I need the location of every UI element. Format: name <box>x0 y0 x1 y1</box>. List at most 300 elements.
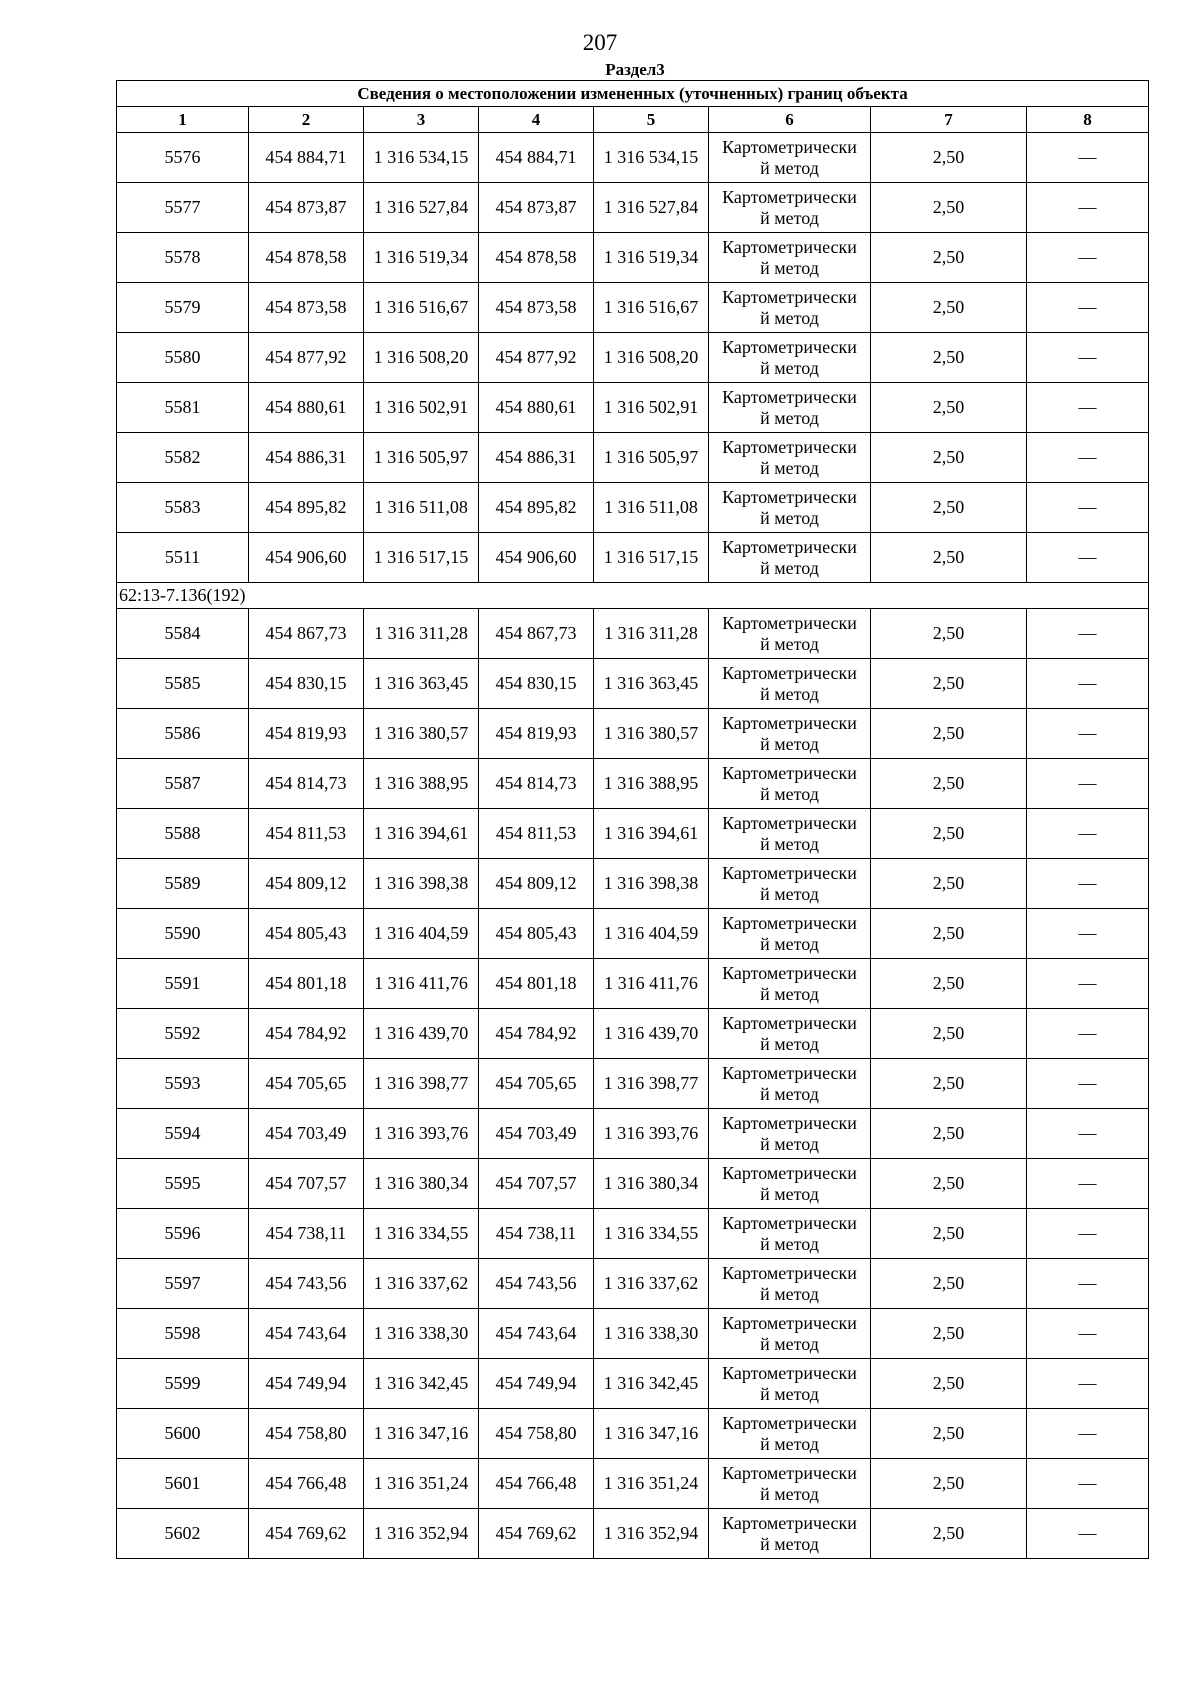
method-cell <box>709 909 871 959</box>
existing-x: 454 705,65 <box>249 1059 364 1109</box>
table-row <box>117 1509 1149 1559</box>
new-x: 454 784,92 <box>479 1009 594 1059</box>
point-number: 5588 <box>117 809 249 859</box>
method-text-line1: Картометрически <box>722 1112 857 1133</box>
precision-value: 2,50 <box>871 659 1027 709</box>
existing-x: 454 784,92 <box>249 1009 364 1059</box>
method-text-line2: й метод <box>760 833 819 854</box>
existing-x: 454 884,71 <box>249 133 364 183</box>
table-row <box>117 709 1149 759</box>
table-row <box>117 483 1149 533</box>
existing-y: 1 316 351,24 <box>364 1459 479 1509</box>
point-number: 5578 <box>117 233 249 283</box>
method-cell <box>709 1209 871 1259</box>
point-number: 5593 <box>117 1059 249 1109</box>
existing-y: 1 316 342,45 <box>364 1359 479 1409</box>
method-cell <box>709 283 871 333</box>
new-x: 454 805,43 <box>479 909 594 959</box>
existing-y: 1 316 502,91 <box>364 383 479 433</box>
existing-y: 1 316 352,94 <box>364 1509 479 1559</box>
method-cell <box>709 133 871 183</box>
existing-x: 454 811,53 <box>249 809 364 859</box>
method-text-line1: Картометрически <box>722 862 857 883</box>
new-y: 1 316 534,15 <box>594 133 709 183</box>
new-y: 1 316 388,95 <box>594 759 709 809</box>
existing-y: 1 316 334,55 <box>364 1209 479 1259</box>
method-cell <box>709 859 871 909</box>
method-text-line1: Картометрически <box>722 486 857 507</box>
method-text-line2: й метод <box>760 1333 819 1354</box>
new-x: 454 880,61 <box>479 383 594 433</box>
new-x: 454 906,60 <box>479 533 594 583</box>
column-header: 4 <box>479 107 594 133</box>
method-cell <box>709 1009 871 1059</box>
column-header: 1 <box>117 107 249 133</box>
method-cell <box>709 709 871 759</box>
table-row <box>117 859 1149 909</box>
description-value: — <box>1027 483 1149 533</box>
description-value: — <box>1027 809 1149 859</box>
existing-x: 454 873,87 <box>249 183 364 233</box>
description-value: — <box>1027 609 1149 659</box>
method-text-line1: Картометрически <box>722 1262 857 1283</box>
table-row <box>117 1259 1149 1309</box>
method-text-line2: й метод <box>760 1433 819 1454</box>
new-x: 454 743,64 <box>479 1309 594 1359</box>
table-title-row <box>117 81 1149 107</box>
new-x: 454 743,56 <box>479 1259 594 1309</box>
new-y: 1 316 398,38 <box>594 859 709 909</box>
new-y: 1 316 439,70 <box>594 1009 709 1059</box>
new-x: 454 873,87 <box>479 183 594 233</box>
existing-y: 1 316 380,57 <box>364 709 479 759</box>
column-header: 3 <box>364 107 479 133</box>
method-cell <box>709 759 871 809</box>
new-x: 454 769,62 <box>479 1509 594 1559</box>
point-number: 5600 <box>117 1409 249 1459</box>
new-y: 1 316 394,61 <box>594 809 709 859</box>
precision-value: 2,50 <box>871 1209 1027 1259</box>
method-text-line1: Картометрически <box>722 336 857 357</box>
method-text-line1: Картометрически <box>722 186 857 207</box>
existing-x: 454 769,62 <box>249 1509 364 1559</box>
new-y: 1 316 527,84 <box>594 183 709 233</box>
method-text-line1: Картометрически <box>722 912 857 933</box>
existing-x: 454 758,80 <box>249 1409 364 1459</box>
method-text-line1: Картометрически <box>722 1312 857 1333</box>
column-header: 5 <box>594 107 709 133</box>
table-body <box>117 133 1149 1559</box>
table-row <box>117 383 1149 433</box>
existing-y: 1 316 534,15 <box>364 133 479 183</box>
new-y: 1 316 347,16 <box>594 1409 709 1459</box>
table-row <box>117 333 1149 383</box>
method-text-line2: й метод <box>760 1233 819 1254</box>
table-row <box>117 1309 1149 1359</box>
column-number-row <box>117 107 1149 133</box>
precision-value: 2,50 <box>871 1359 1027 1409</box>
existing-y: 1 316 516,67 <box>364 283 479 333</box>
description-value: — <box>1027 1059 1149 1109</box>
new-y: 1 316 351,24 <box>594 1459 709 1509</box>
method-text-line2: й метод <box>760 1083 819 1104</box>
existing-y: 1 316 411,76 <box>364 959 479 1009</box>
existing-y: 1 316 517,15 <box>364 533 479 583</box>
precision-value: 2,50 <box>871 533 1027 583</box>
column-header: 8 <box>1027 107 1149 133</box>
existing-x: 454 830,15 <box>249 659 364 709</box>
new-x: 454 766,48 <box>479 1459 594 1509</box>
new-y: 1 316 311,28 <box>594 609 709 659</box>
table-row <box>117 1359 1149 1409</box>
point-number: 5590 <box>117 909 249 959</box>
precision-value: 2,50 <box>871 1259 1027 1309</box>
new-x: 454 738,11 <box>479 1209 594 1259</box>
table-row <box>117 659 1149 709</box>
method-text-line1: Картометрически <box>722 962 857 983</box>
method-cell <box>709 609 871 659</box>
description-value: — <box>1027 1159 1149 1209</box>
precision-value: 2,50 <box>871 1509 1027 1559</box>
method-text-line2: й метод <box>760 783 819 804</box>
method-cell <box>709 433 871 483</box>
table-row <box>117 1009 1149 1059</box>
description-value: — <box>1027 183 1149 233</box>
description-value: — <box>1027 909 1149 959</box>
existing-y: 1 316 388,95 <box>364 759 479 809</box>
description-value: — <box>1027 1409 1149 1459</box>
existing-y: 1 316 393,76 <box>364 1109 479 1159</box>
existing-y: 1 316 505,97 <box>364 433 479 483</box>
new-x: 454 886,31 <box>479 433 594 483</box>
existing-y: 1 316 511,08 <box>364 483 479 533</box>
new-y: 1 316 517,15 <box>594 533 709 583</box>
table-row <box>117 1059 1149 1109</box>
method-text-line2: й метод <box>760 357 819 378</box>
precision-value: 2,50 <box>871 1459 1027 1509</box>
precision-value: 2,50 <box>871 1159 1027 1209</box>
precision-value: 2,50 <box>871 1309 1027 1359</box>
existing-x: 454 814,73 <box>249 759 364 809</box>
new-y: 1 316 334,55 <box>594 1209 709 1259</box>
existing-y: 1 316 394,61 <box>364 809 479 859</box>
method-cell <box>709 959 871 1009</box>
existing-y: 1 316 338,30 <box>364 1309 479 1359</box>
new-y: 1 316 342,45 <box>594 1359 709 1409</box>
method-text-line1: Картометрически <box>722 662 857 683</box>
method-cell <box>709 659 871 709</box>
new-y: 1 316 411,76 <box>594 959 709 1009</box>
method-cell <box>709 1109 871 1159</box>
table-row <box>117 533 1149 583</box>
method-text-line1: Картометрически <box>722 1062 857 1083</box>
new-x: 454 703,49 <box>479 1109 594 1159</box>
method-cell <box>709 1359 871 1409</box>
method-text-line1: Картометрически <box>722 712 857 733</box>
method-text-line2: й метод <box>760 933 819 954</box>
method-cell <box>709 233 871 283</box>
table-row <box>117 1409 1149 1459</box>
description-value: — <box>1027 533 1149 583</box>
cadastral-number: 62:13-7.136(192) <box>117 583 1149 609</box>
method-text-line1: Картометрически <box>722 436 857 457</box>
new-y: 1 316 363,45 <box>594 659 709 709</box>
existing-x: 454 707,57 <box>249 1159 364 1209</box>
table-row <box>117 133 1149 183</box>
precision-value: 2,50 <box>871 859 1027 909</box>
column-header: 7 <box>871 107 1027 133</box>
precision-value: 2,50 <box>871 183 1027 233</box>
existing-y: 1 316 439,70 <box>364 1009 479 1059</box>
description-value: — <box>1027 709 1149 759</box>
method-cell <box>709 183 871 233</box>
existing-y: 1 316 398,77 <box>364 1059 479 1109</box>
method-text-line2: й метод <box>760 407 819 428</box>
point-number: 5585 <box>117 659 249 709</box>
existing-y: 1 316 311,28 <box>364 609 479 659</box>
point-number: 5586 <box>117 709 249 759</box>
method-text-line1: Картометрически <box>722 1412 857 1433</box>
description-value: — <box>1027 659 1149 709</box>
group-header-row <box>117 583 1149 609</box>
point-number: 5589 <box>117 859 249 909</box>
new-x: 454 830,15 <box>479 659 594 709</box>
table-row <box>117 809 1149 859</box>
existing-y: 1 316 363,45 <box>364 659 479 709</box>
new-y: 1 316 338,30 <box>594 1309 709 1359</box>
description-value: — <box>1027 133 1149 183</box>
table-row <box>117 959 1149 1009</box>
point-number: 5594 <box>117 1109 249 1159</box>
description-value: — <box>1027 759 1149 809</box>
method-text-line2: й метод <box>760 457 819 478</box>
column-header: 2 <box>249 107 364 133</box>
existing-x: 454 878,58 <box>249 233 364 283</box>
table-row <box>117 283 1149 333</box>
point-number: 5599 <box>117 1359 249 1409</box>
method-text-line1: Картометрически <box>722 1162 857 1183</box>
method-text-line2: й метод <box>760 557 819 578</box>
new-y: 1 316 505,97 <box>594 433 709 483</box>
table-row <box>117 909 1149 959</box>
existing-y: 1 316 380,34 <box>364 1159 479 1209</box>
new-x: 454 707,57 <box>479 1159 594 1209</box>
existing-x: 454 749,94 <box>249 1359 364 1409</box>
existing-x: 454 738,11 <box>249 1209 364 1259</box>
method-text-line2: й метод <box>760 157 819 178</box>
table-row <box>117 1159 1149 1209</box>
new-y: 1 316 380,34 <box>594 1159 709 1209</box>
coordinates-table <box>116 80 1149 1559</box>
method-text-line1: Картометрически <box>722 1362 857 1383</box>
new-x: 454 801,18 <box>479 959 594 1009</box>
existing-y: 1 316 527,84 <box>364 183 479 233</box>
precision-value: 2,50 <box>871 383 1027 433</box>
method-text-line1: Картометрически <box>722 1212 857 1233</box>
new-x: 454 884,71 <box>479 133 594 183</box>
point-number: 5584 <box>117 609 249 659</box>
new-y: 1 316 337,62 <box>594 1259 709 1309</box>
new-x: 454 819,93 <box>479 709 594 759</box>
precision-value: 2,50 <box>871 909 1027 959</box>
existing-x: 454 906,60 <box>249 533 364 583</box>
description-value: — <box>1027 1259 1149 1309</box>
existing-x: 454 743,56 <box>249 1259 364 1309</box>
method-text-line2: й метод <box>760 1033 819 1054</box>
existing-x: 454 880,61 <box>249 383 364 433</box>
point-number: 5581 <box>117 383 249 433</box>
description-value: — <box>1027 1309 1149 1359</box>
new-y: 1 316 404,59 <box>594 909 709 959</box>
new-y: 1 316 380,57 <box>594 709 709 759</box>
existing-x: 454 886,31 <box>249 433 364 483</box>
precision-value: 2,50 <box>871 433 1027 483</box>
table-row <box>117 183 1149 233</box>
table-row <box>117 233 1149 283</box>
column-header: 6 <box>709 107 871 133</box>
method-text-line2: й метод <box>760 1483 819 1504</box>
method-text-line1: Картометрически <box>722 236 857 257</box>
method-text-line2: й метод <box>760 1183 819 1204</box>
description-value: — <box>1027 1009 1149 1059</box>
existing-x: 454 873,58 <box>249 283 364 333</box>
method-text-line1: Картометрически <box>722 612 857 633</box>
table-row <box>117 609 1149 659</box>
existing-y: 1 316 337,62 <box>364 1259 479 1309</box>
method-text-line2: й метод <box>760 1533 819 1554</box>
method-cell <box>709 1059 871 1109</box>
precision-value: 2,50 <box>871 759 1027 809</box>
existing-x: 454 766,48 <box>249 1459 364 1509</box>
method-text-line2: й метод <box>760 633 819 654</box>
new-x: 454 749,94 <box>479 1359 594 1409</box>
new-x: 454 814,73 <box>479 759 594 809</box>
existing-x: 454 895,82 <box>249 483 364 533</box>
description-value: — <box>1027 1509 1149 1559</box>
point-number: 5587 <box>117 759 249 809</box>
precision-value: 2,50 <box>871 1059 1027 1109</box>
new-y: 1 316 393,76 <box>594 1109 709 1159</box>
new-x: 454 809,12 <box>479 859 594 909</box>
new-x: 454 877,92 <box>479 333 594 383</box>
method-text-line2: й метод <box>760 1383 819 1404</box>
existing-x: 454 801,18 <box>249 959 364 1009</box>
existing-x: 454 809,12 <box>249 859 364 909</box>
description-value: — <box>1027 1209 1149 1259</box>
method-text-line2: й метод <box>760 1283 819 1304</box>
precision-value: 2,50 <box>871 809 1027 859</box>
method-cell <box>709 333 871 383</box>
method-cell <box>709 809 871 859</box>
method-text-line2: й метод <box>760 733 819 754</box>
point-number: 5598 <box>117 1309 249 1359</box>
description-value: — <box>1027 959 1149 1009</box>
method-text-line2: й метод <box>760 257 819 278</box>
new-x: 454 705,65 <box>479 1059 594 1109</box>
existing-x: 454 877,92 <box>249 333 364 383</box>
method-cell <box>709 1259 871 1309</box>
description-value: — <box>1027 1459 1149 1509</box>
method-text-line1: Картометрически <box>722 386 857 407</box>
table-row <box>117 1109 1149 1159</box>
precision-value: 2,50 <box>871 483 1027 533</box>
method-text-line1: Картометрически <box>722 136 857 157</box>
description-value: — <box>1027 383 1149 433</box>
new-y: 1 316 352,94 <box>594 1509 709 1559</box>
description-value: — <box>1027 283 1149 333</box>
method-text-line1: Картометрически <box>722 1512 857 1533</box>
precision-value: 2,50 <box>871 1409 1027 1459</box>
existing-x: 454 867,73 <box>249 609 364 659</box>
precision-value: 2,50 <box>871 609 1027 659</box>
existing-y: 1 316 347,16 <box>364 1409 479 1459</box>
precision-value: 2,50 <box>871 233 1027 283</box>
precision-value: 2,50 <box>871 1109 1027 1159</box>
method-text-line2: й метод <box>760 683 819 704</box>
point-number: 5602 <box>117 1509 249 1559</box>
section-label: Раздел3 <box>605 60 665 79</box>
precision-value: 2,50 <box>871 133 1027 183</box>
method-cell <box>709 1459 871 1509</box>
page-number: 207 <box>582 30 618 55</box>
new-y: 1 316 516,67 <box>594 283 709 333</box>
table-row <box>117 759 1149 809</box>
point-number: 5577 <box>117 183 249 233</box>
method-text-line2: й метод <box>760 207 819 228</box>
table-row <box>117 1209 1149 1259</box>
new-y: 1 316 502,91 <box>594 383 709 433</box>
point-number: 5576 <box>117 133 249 183</box>
existing-x: 454 743,64 <box>249 1309 364 1359</box>
existing-y: 1 316 508,20 <box>364 333 479 383</box>
new-x: 454 873,58 <box>479 283 594 333</box>
existing-y: 1 316 519,34 <box>364 233 479 283</box>
new-y: 1 316 398,77 <box>594 1059 709 1109</box>
point-number: 5511 <box>117 533 249 583</box>
method-text-line2: й метод <box>760 1133 819 1154</box>
description-value: — <box>1027 859 1149 909</box>
new-y: 1 316 508,20 <box>594 333 709 383</box>
point-number: 5601 <box>117 1459 249 1509</box>
method-text-line1: Картометрически <box>722 1012 857 1033</box>
description-value: — <box>1027 433 1149 483</box>
method-cell <box>709 483 871 533</box>
method-text-line2: й метод <box>760 307 819 328</box>
point-number: 5595 <box>117 1159 249 1209</box>
method-text-line1: Картометрически <box>722 812 857 833</box>
description-value: — <box>1027 333 1149 383</box>
method-text-line2: й метод <box>760 983 819 1004</box>
method-cell <box>709 1159 871 1209</box>
new-x: 454 758,80 <box>479 1409 594 1459</box>
point-number: 5591 <box>117 959 249 1009</box>
method-text-line1: Картометрически <box>722 1462 857 1483</box>
precision-value: 2,50 <box>871 333 1027 383</box>
table-title: Сведения о местоположении измененных (уточненных) границ объекта <box>117 81 1149 107</box>
new-x: 454 895,82 <box>479 483 594 533</box>
existing-y: 1 316 404,59 <box>364 909 479 959</box>
table-row <box>117 1459 1149 1509</box>
method-cell <box>709 1409 871 1459</box>
point-number: 5597 <box>117 1259 249 1309</box>
table-row <box>117 433 1149 483</box>
method-cell <box>709 533 871 583</box>
existing-x: 454 819,93 <box>249 709 364 759</box>
point-number: 5579 <box>117 283 249 333</box>
precision-value: 2,50 <box>871 1009 1027 1059</box>
existing-x: 454 703,49 <box>249 1109 364 1159</box>
precision-value: 2,50 <box>871 709 1027 759</box>
